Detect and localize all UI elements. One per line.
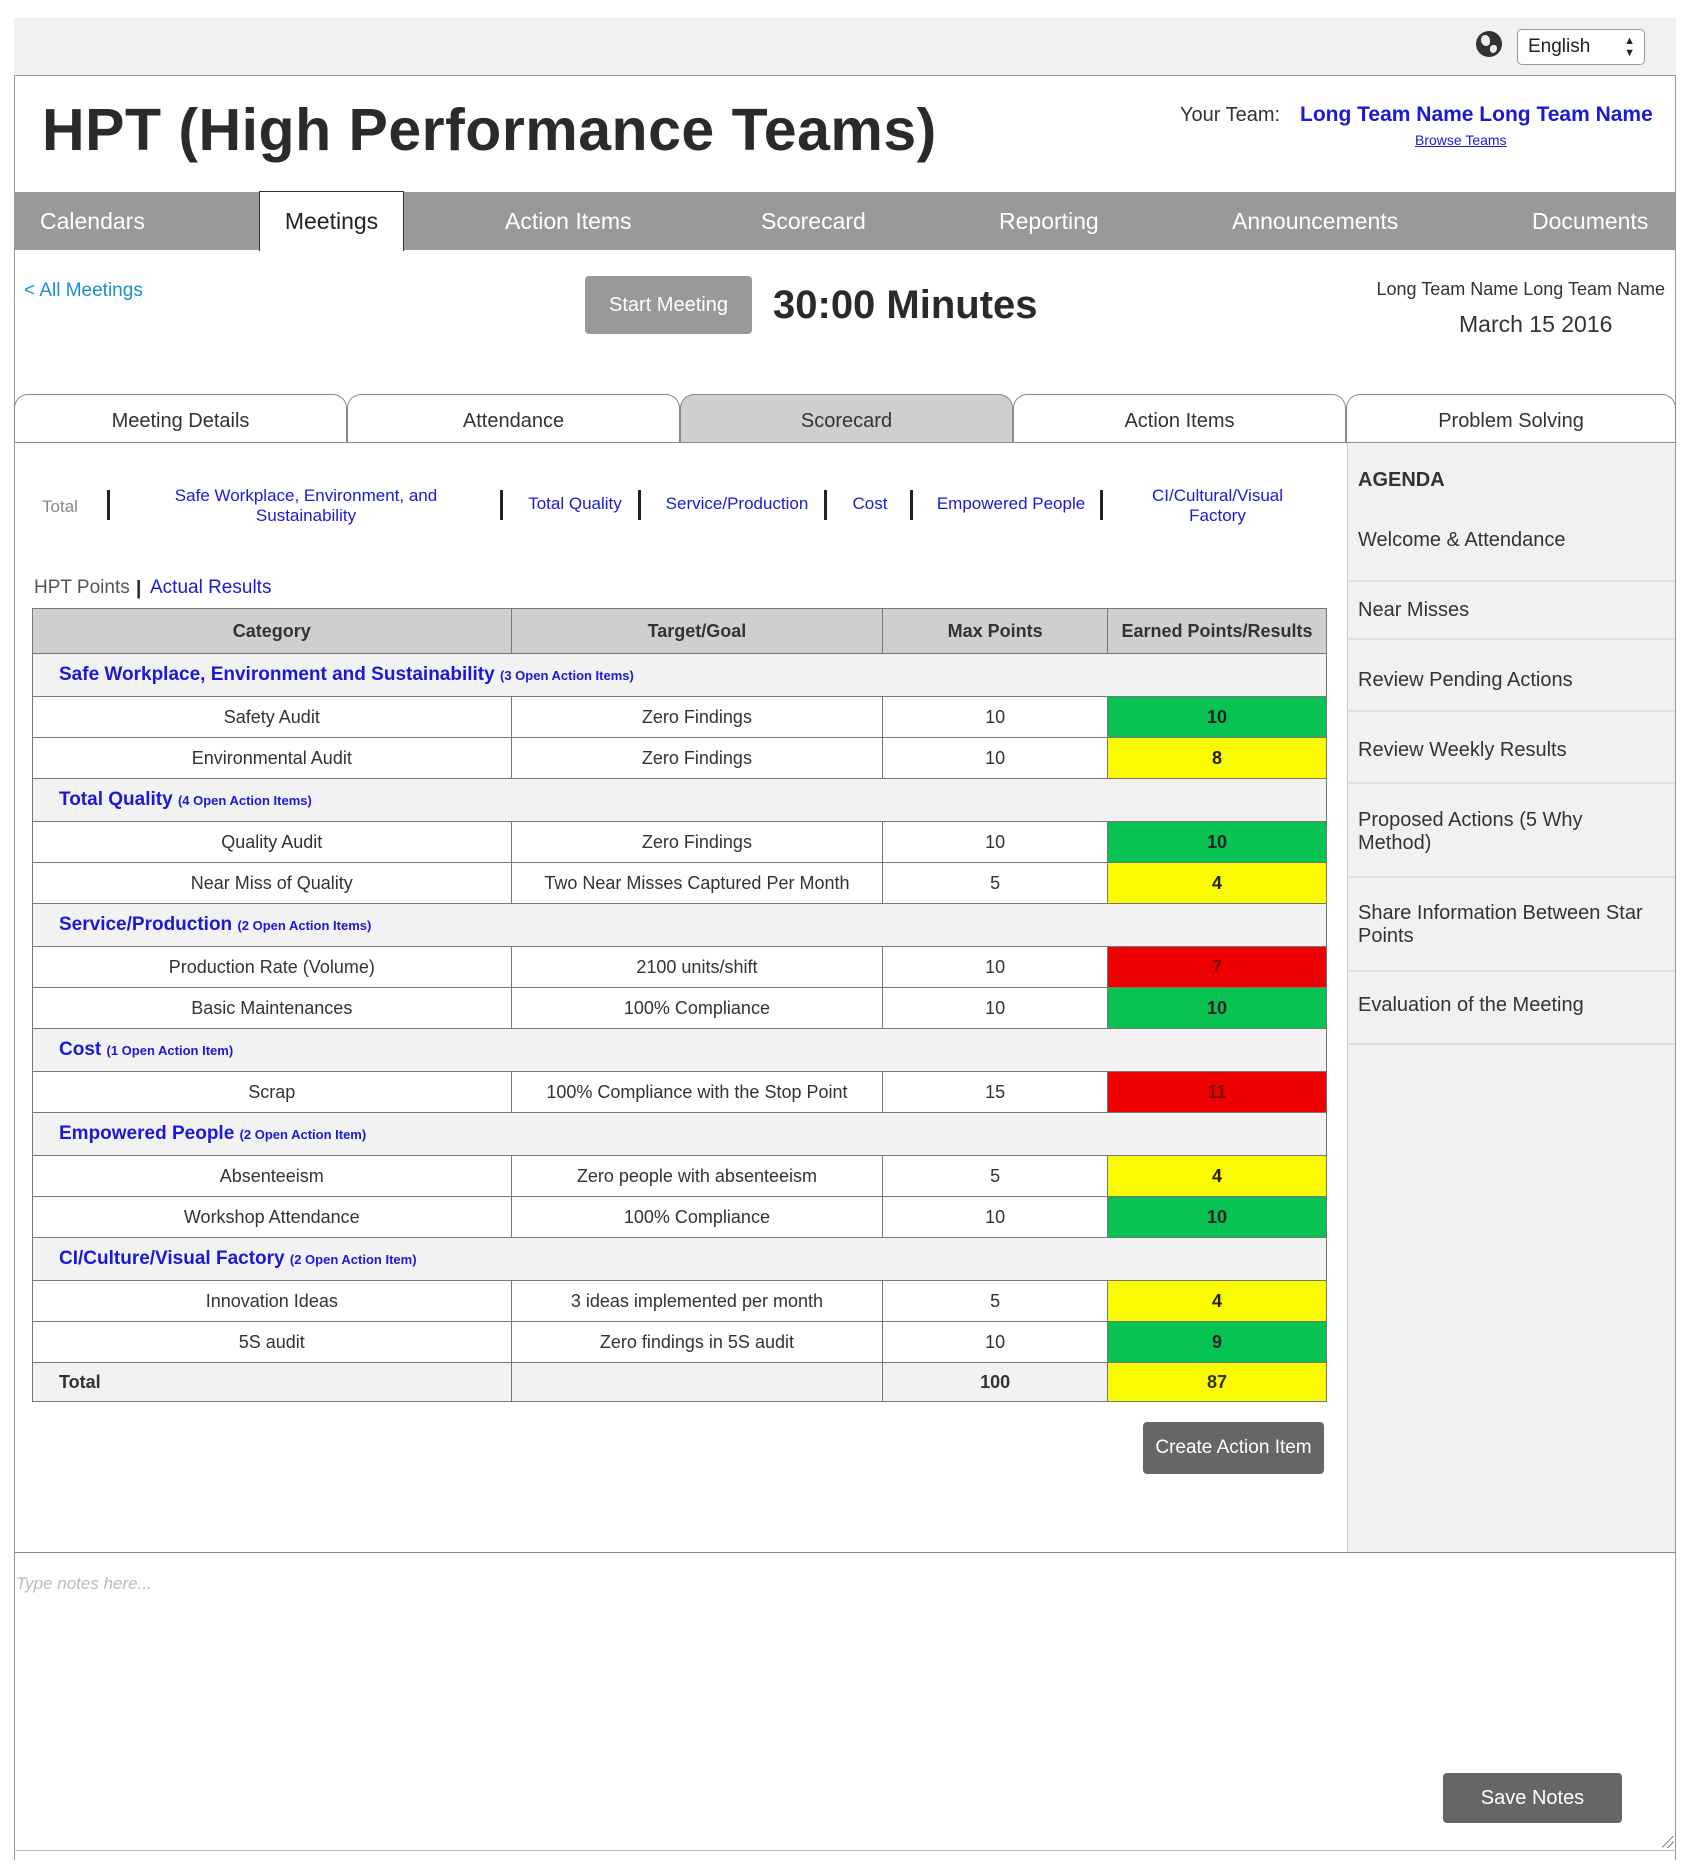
toggle-separator: | <box>136 578 142 599</box>
nav-action-items[interactable]: Action Items <box>505 208 632 234</box>
agenda-item[interactable]: Share Information Between Star Points <box>1358 902 1643 947</box>
group-row <box>33 654 1327 697</box>
cell-category: Basic Maintenances <box>33 988 512 1029</box>
agenda-divider <box>1347 876 1675 878</box>
table-row <box>33 1197 1327 1238</box>
cell-earned: 4 <box>1108 1156 1327 1197</box>
total-max: 100 <box>883 1363 1108 1402</box>
team-name-link[interactable]: Long Team Name Long Team Name <box>1300 103 1653 126</box>
group-open-count[interactable]: (1 Open Action Item) <box>106 1043 234 1058</box>
cell-earned: 10 <box>1108 988 1327 1029</box>
cell-earned: 8 <box>1108 738 1327 779</box>
filter-cost[interactable]: Cost <box>852 494 888 513</box>
cell-earned: 4 <box>1108 1281 1327 1322</box>
nav-documents[interactable]: Documents <box>1532 208 1649 234</box>
group-cell <box>33 1029 1327 1072</box>
group-row <box>33 1238 1327 1281</box>
start-meeting-button[interactable]: Start Meeting <box>585 276 752 334</box>
group-name[interactable]: Cost <box>59 1039 102 1060</box>
group-open-count[interactable]: (3 Open Action Items) <box>499 668 634 683</box>
header-category: Category <box>33 609 512 654</box>
cell-max: 10 <box>883 988 1108 1029</box>
group-name[interactable]: CI/Culture/Visual Factory <box>59 1248 285 1269</box>
agenda-divider <box>1347 638 1675 640</box>
notes-divider <box>14 1552 1676 1553</box>
filter-separator <box>1100 490 1103 520</box>
group-cell <box>33 1238 1327 1281</box>
total-target <box>511 1363 883 1402</box>
cell-earned: 9 <box>1108 1322 1327 1363</box>
table-row <box>33 1281 1327 1322</box>
cell-target: Zero Findings <box>511 822 883 863</box>
language-value: English <box>1528 36 1591 57</box>
cell-category: Safety Audit <box>33 697 512 738</box>
top-bar <box>14 18 1676 76</box>
cell-category: Quality Audit <box>33 822 512 863</box>
filter-separator <box>910 490 913 520</box>
nav-calendars[interactable]: Calendars <box>40 208 145 234</box>
group-cell <box>33 779 1327 822</box>
main-nav <box>14 192 1676 250</box>
cell-category: Innovation Ideas <box>33 1281 512 1322</box>
table-row <box>33 738 1327 779</box>
notes-textarea[interactable]: Type notes here... <box>16 1574 152 1593</box>
scorecard-table <box>32 608 1327 1402</box>
cell-earned: 10 <box>1108 822 1327 863</box>
filter-service-production[interactable]: Service/Production <box>665 494 809 513</box>
cell-max: 10 <box>883 1197 1108 1238</box>
header-earned: Earned Points/Results <box>1108 609 1327 654</box>
tab-meeting-details[interactable]: Meeting Details <box>14 394 347 443</box>
cell-target: Zero Findings <box>511 697 883 738</box>
cell-category: Near Miss of Quality <box>33 863 512 904</box>
cell-category: Workshop Attendance <box>33 1197 512 1238</box>
table-row <box>33 697 1327 738</box>
filter-separator <box>107 490 110 520</box>
table-row <box>33 822 1327 863</box>
agenda-item[interactable]: Review Weekly Results <box>1358 739 1567 761</box>
cell-max: 10 <box>883 738 1108 779</box>
group-open-count[interactable]: (4 Open Action Items) <box>177 793 312 808</box>
cell-category: 5S audit <box>33 1322 512 1363</box>
table-row <box>33 988 1327 1029</box>
filter-total-quality[interactable]: Total Quality <box>528 494 622 513</box>
cell-max: 5 <box>883 1156 1108 1197</box>
agenda-divider <box>1347 1043 1675 1045</box>
cell-target: Zero people with absenteeism <box>511 1156 883 1197</box>
cell-max: 10 <box>883 947 1108 988</box>
browse-teams-link[interactable]: Browse Teams <box>1415 132 1507 148</box>
group-name[interactable]: Total Quality <box>59 789 173 810</box>
group-open-count[interactable]: (2 Open Action Items) <box>237 918 372 933</box>
cell-target: Two Near Misses Captured Per Month <box>511 863 883 904</box>
table-row <box>33 1156 1327 1197</box>
group-name[interactable]: Safe Workplace, Environment and Sustainability <box>59 664 495 685</box>
your-team-label: Your Team: <box>1180 104 1281 126</box>
app-title: HPT (High Performance Teams) <box>42 97 937 163</box>
cell-earned: 7 <box>1108 947 1327 988</box>
all-meetings-link[interactable]: < All Meetings <box>24 280 143 301</box>
hpt-points-toggle[interactable]: HPT Points <box>34 577 130 598</box>
cell-target: Zero findings in 5S audit <box>511 1322 883 1363</box>
tab-action-items[interactable]: Action Items <box>1013 394 1346 443</box>
group-row <box>33 779 1327 822</box>
header-target: Target/Goal <box>511 609 883 654</box>
tab-problem-solving[interactable]: Problem Solving <box>1346 394 1676 443</box>
total-label: Total <box>33 1363 512 1402</box>
table-header-row <box>33 609 1327 654</box>
meeting-team-name: Long Team Name Long Team Name <box>1376 279 1665 299</box>
cell-max: 15 <box>883 1072 1108 1113</box>
cell-max: 5 <box>883 1281 1108 1322</box>
total-earned: 87 <box>1108 1363 1327 1402</box>
cell-earned: 10 <box>1108 1197 1327 1238</box>
cell-earned: 10 <box>1108 697 1327 738</box>
nav-meetings[interactable]: Meetings <box>259 191 404 251</box>
cell-max: 5 <box>883 863 1108 904</box>
group-cell <box>33 904 1327 947</box>
cell-earned: 4 <box>1108 863 1327 904</box>
cell-target: Zero Findings <box>511 738 883 779</box>
agenda-item[interactable]: Review Pending Actions <box>1358 669 1573 691</box>
select-arrows-icon: ▲ ▼ <box>1624 35 1635 59</box>
group-cell <box>33 654 1327 697</box>
nav-reporting[interactable]: Reporting <box>999 208 1099 234</box>
table-row <box>33 947 1327 988</box>
bottom-border <box>14 1850 1676 1851</box>
cell-category: Production Rate (Volume) <box>33 947 512 988</box>
language-select[interactable] <box>1517 29 1645 65</box>
filter-safe-workplace[interactable]: Safe Workplace, Environment, and Sustainability <box>174 486 438 525</box>
cell-max: 10 <box>883 1322 1108 1363</box>
group-name[interactable]: Service/Production <box>59 914 233 935</box>
agenda-divider <box>1347 710 1675 712</box>
cell-category: Scrap <box>33 1072 512 1113</box>
filter-empowered-people[interactable]: Empowered People <box>936 494 1086 513</box>
group-open-count[interactable]: (2 Open Action Item) <box>239 1127 367 1142</box>
globe-icon <box>1476 31 1502 57</box>
create-action-item-button[interactable]: Create Action Item <box>1143 1422 1324 1474</box>
agenda-divider <box>1347 970 1675 972</box>
agenda-item[interactable]: Welcome & Attendance <box>1358 529 1566 551</box>
cell-target: 100% Compliance <box>511 988 883 1029</box>
cell-target: 100% Compliance <box>511 1197 883 1238</box>
group-row <box>33 1029 1327 1072</box>
filter-separator <box>638 490 641 520</box>
cell-target: 2100 units/shift <box>511 947 883 988</box>
cell-category: Absenteeism <box>33 1156 512 1197</box>
save-notes-button[interactable]: Save Notes <box>1443 1773 1622 1823</box>
cell-target: 3 ideas implemented per month <box>511 1281 883 1322</box>
group-cell <box>33 1113 1327 1156</box>
table-row <box>33 863 1327 904</box>
cell-category: Environmental Audit <box>33 738 512 779</box>
group-name[interactable]: Empowered People <box>59 1123 235 1144</box>
nav-scorecard[interactable]: Scorecard <box>761 208 866 234</box>
cell-max: 10 <box>883 822 1108 863</box>
actual-results-toggle[interactable]: Actual Results <box>150 577 272 598</box>
meeting-date: March 15 2016 <box>1459 311 1613 337</box>
agenda-divider <box>1347 782 1675 784</box>
agenda-title: AGENDA <box>1358 469 1445 491</box>
table-row <box>33 1072 1327 1113</box>
meeting-timer: 30:00 Minutes <box>773 283 1038 327</box>
tab-attendance[interactable]: Attendance <box>347 394 680 443</box>
cell-earned: 11 <box>1108 1072 1327 1113</box>
cell-target: 100% Compliance with the Stop Point <box>511 1072 883 1113</box>
agenda-divider <box>1347 580 1675 582</box>
header-max-points: Max Points <box>883 609 1108 654</box>
tab-scorecard[interactable]: Scorecard <box>680 394 1013 443</box>
group-row <box>33 1113 1327 1156</box>
filter-total[interactable]: Total <box>42 497 78 516</box>
agenda-item[interactable]: Near Misses <box>1358 599 1470 621</box>
total-row <box>33 1363 1327 1402</box>
group-row <box>33 904 1327 947</box>
filter-separator <box>824 490 827 520</box>
group-open-count[interactable]: (2 Open Action Item) <box>289 1252 417 1267</box>
filter-ci-visual-factory[interactable]: CI/Cultural/Visual Factory <box>1151 486 1284 525</box>
nav-announcements[interactable]: Announcements <box>1232 208 1399 234</box>
agenda-item[interactable]: Evaluation of the Meeting <box>1358 994 1584 1016</box>
agenda-item[interactable]: Proposed Actions (5 Why Method) <box>1358 809 1583 854</box>
cell-max: 10 <box>883 697 1108 738</box>
resize-handle-icon[interactable] <box>1662 1836 1674 1848</box>
table-row <box>33 1322 1327 1363</box>
filter-separator <box>500 490 503 520</box>
